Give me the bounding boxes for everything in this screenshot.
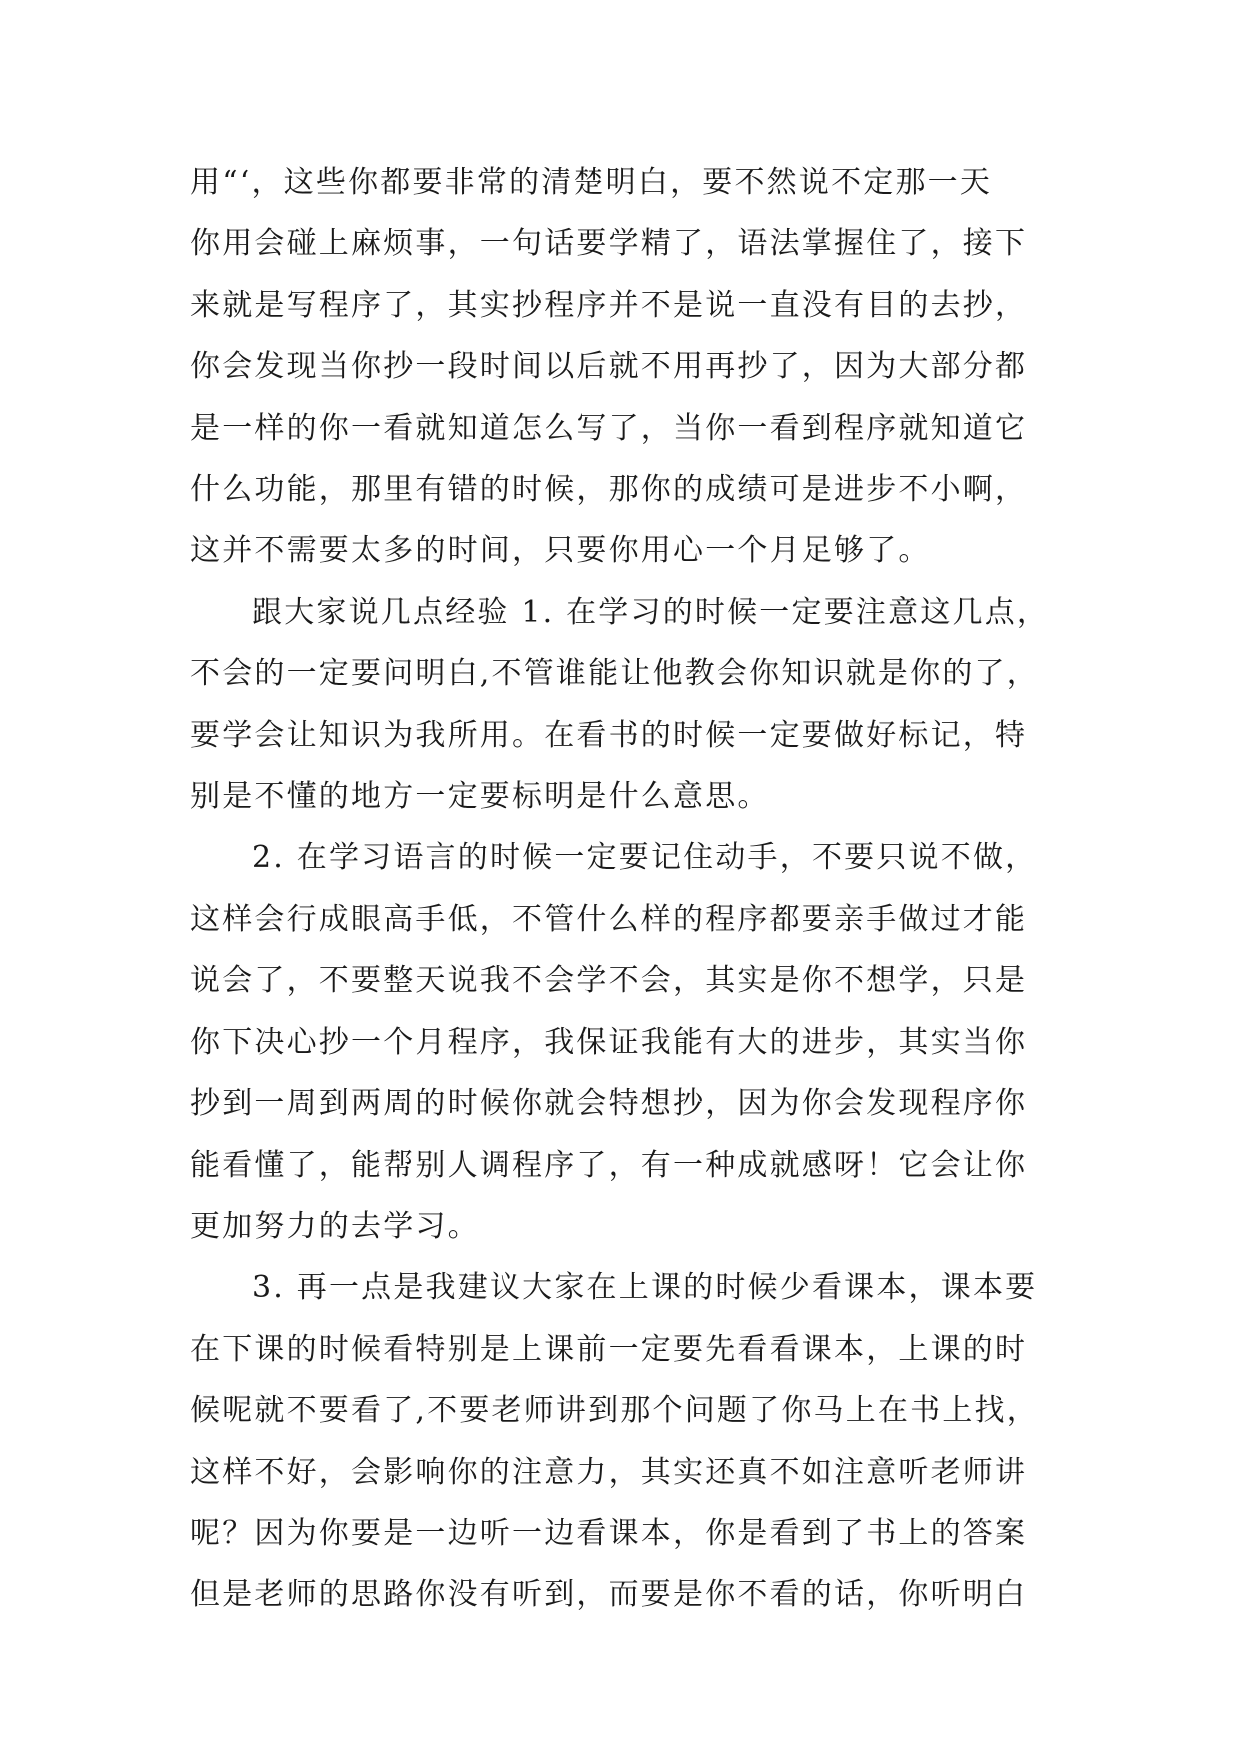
text-line: 这并不需要太多的时间，只要你用心一个月足够了。: [190, 533, 931, 569]
paragraph-2: [190, 582, 1060, 828]
text-line: 在下课的时候看特别是上课前一定要先看看课本，上课的时: [190, 1331, 1028, 1367]
text-line: 抄到一周到两周的时候你就会特想抄，因为你会发现程序你: [190, 1086, 1028, 1122]
paragraph-1: [190, 152, 1060, 582]
text-line: 2. 在学习语言的时候一定要记住动手，不要只说不做，: [252, 840, 1038, 876]
text-line: 你用会碰上麻烦事，一句话要学精了，语法掌握住了，接下: [190, 226, 1028, 262]
text-line: 来就是写程序了，其实抄程序并不是说一直没有目的去抄，: [190, 287, 1028, 323]
text-line: 3. 再一点是我建议大家在上课的时候少看课本，课本要: [252, 1270, 1038, 1306]
text-line: 你会发现当你抄一段时间以后就不用再抄了，因为大部分都: [190, 349, 1028, 385]
text-line: 是一样的你一看就知道怎么写了，当你一看到程序就知道它: [190, 410, 1028, 446]
paragraph-3: [190, 827, 1060, 1257]
text-line: 呢？因为你要是一边听一边看课本，你是看到了书上的答案: [190, 1515, 1028, 1551]
text-line: 说会了，不要整天说我不会学不会，其实是你不想学，只是: [190, 963, 1028, 999]
text-line: 跟大家说几点经验 1. 在学习的时候一定要注意这几点，: [252, 594, 1050, 630]
paragraph-4: [190, 1257, 1060, 1625]
text-line: 能看懂了，能帮别人调程序了，有一种成就感呀！它会让你: [190, 1147, 1028, 1183]
text-line: 别是不懂的地方一定要标明是什么意思。: [190, 779, 770, 815]
text-line: 这样会行成眼高手低，不管什么样的程序都要亲手做过才能: [190, 901, 1028, 937]
text-line: 候呢就不要看了,不要老师讲到那个问题了你马上在书上找，: [190, 1393, 1039, 1429]
text-line: 但是老师的思路你没有听到，而要是你不看的话，你听明白: [190, 1577, 1028, 1613]
text-line: 要学会让知识为我所用。在看书的时候一定要做好标记，特: [190, 717, 1028, 753]
text-line: 什么功能，那里有错的时候，那你的成绩可是进步不小啊，: [190, 472, 1028, 508]
text-line: 这样不好，会影响你的注意力，其实还真不如注意听老师讲: [190, 1454, 1028, 1490]
text-line: 用“‘，这些你都要非常的清楚明白，要不然说不定那一天: [190, 165, 993, 200]
document-body: [190, 152, 1060, 1626]
text-line: 不会的一定要问明白,不管谁能让他教会你知识就是你的了，: [190, 656, 1039, 692]
text-line: 更加努力的去学习。: [190, 1208, 480, 1244]
text-line: 你下决心抄一个月程序，我保证我能有大的进步，其实当你: [190, 1024, 1028, 1060]
